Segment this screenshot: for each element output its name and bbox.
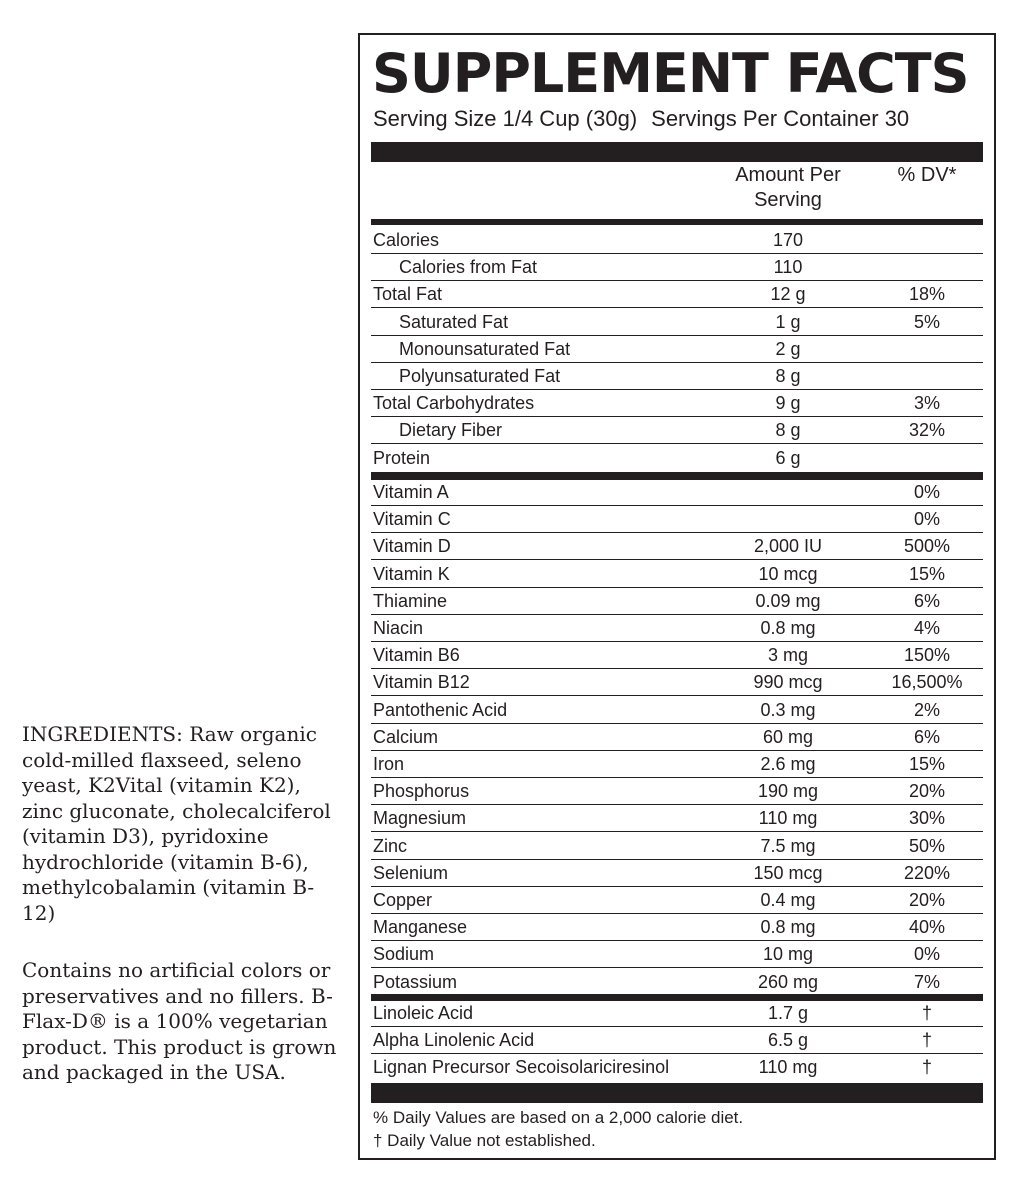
nutrient-name: Pantothenic Acid <box>373 699 508 720</box>
contains-text: Contains no artificial colors or preservatives and no fillers. B-Flax-D® is a 100% vegetarian product. This product is grown and packaged in the USA. <box>22 958 337 1084</box>
nutrient-dv: 32% <box>908 420 946 441</box>
nutrient-row <box>371 751 983 778</box>
nutrient-name: Vitamin D <box>373 536 451 557</box>
nutrient-dv: 150% <box>903 645 951 666</box>
nutrient-amount: 9 g <box>775 393 801 414</box>
nutrient-name: Monounsaturated Fat <box>399 338 571 359</box>
nutrient-name: Iron <box>373 754 405 774</box>
nutrient-name: Calcium <box>373 726 439 747</box>
nutrient-name: Copper <box>373 890 433 910</box>
nutrient-amount: 190 mg <box>757 781 819 802</box>
nutrient-amount: 10 mcg <box>758 563 818 584</box>
nutrient-name: Vitamin B6 <box>373 645 460 666</box>
nutrient-name: Sodium <box>373 944 435 965</box>
nutrient-row <box>371 941 983 968</box>
nutrient-amount: 8 g <box>775 366 801 386</box>
nutrient-row <box>371 724 983 751</box>
nutrient-row <box>371 669 983 696</box>
nutrient-row <box>371 697 983 724</box>
nutrient-amount: 150 mcg <box>753 862 823 883</box>
nutrient-name: Alpha Linolenic Acid <box>373 1030 535 1051</box>
nutrient-dv: 0% <box>913 482 940 502</box>
nutrient-dv: † <box>921 1030 932 1051</box>
nutrient-row <box>371 914 983 941</box>
nutrient-amount: 6.5 g <box>767 1030 809 1051</box>
divider <box>371 219 983 225</box>
nutrient-name: Vitamin B12 <box>373 672 470 693</box>
nutrient-dv: 30% <box>908 808 946 829</box>
nutrient-amount: 1 g <box>775 311 801 332</box>
nutrient-dv: 40% <box>908 917 946 938</box>
nutrient-row <box>371 533 983 560</box>
nutrient-row <box>371 561 983 588</box>
nutrient-row <box>371 336 983 363</box>
nutrient-amount: 0.3 mg <box>760 699 816 720</box>
nutrient-amount: 1.7 g <box>767 1003 809 1023</box>
nutrient-amount: 0.8 mg <box>760 917 816 938</box>
nutrient-dv: 5% <box>913 311 940 332</box>
nutrient-dv: 220% <box>903 862 951 883</box>
nutrient-dv: 20% <box>908 890 946 910</box>
nutrient-name: Total Carbohydrates <box>373 393 535 414</box>
nutrient-name: Calories from Fat <box>399 257 538 278</box>
nutrient-name: Potassium <box>373 971 458 992</box>
nutrient-name: Phosphorus <box>373 781 470 802</box>
nutrient-row <box>371 479 983 506</box>
nutrient-name: Calories <box>373 230 440 250</box>
footnote-dagger: † Daily Value not established. <box>373 1131 596 1150</box>
nutrient-row <box>371 363 983 390</box>
nutrient-row <box>371 309 983 336</box>
nutrient-dv: 3% <box>913 393 940 414</box>
spacer <box>22 926 347 958</box>
nutrient-name: Vitamin C <box>373 509 451 530</box>
nutrient-name: Thiamine <box>373 590 448 611</box>
footnote-dv: % Daily Values are based on a 2,000 calorie diet. <box>373 1108 744 1127</box>
nutrient-dv: 15% <box>908 563 946 584</box>
nutrient-name: Polyunsaturated Fat <box>399 366 561 386</box>
nutrient-dv: 50% <box>908 835 946 856</box>
nutrient-dv: 500% <box>903 536 951 557</box>
nutrient-row <box>371 281 983 308</box>
nutrient-row <box>371 778 983 805</box>
nutrient-name: Manganese <box>373 917 468 938</box>
nutrient-row <box>371 1054 983 1081</box>
serving-info <box>373 106 909 132</box>
nutrient-amount: 10 mg <box>762 944 814 965</box>
nutrient-name: Dietary Fiber <box>399 420 503 441</box>
footnotes <box>373 1106 743 1152</box>
nutrient-amount: 110 <box>773 257 803 278</box>
nutrient-row <box>371 506 983 533</box>
nutrient-row <box>371 615 983 642</box>
thick-divider <box>371 142 983 162</box>
nutrient-amount: 0.09 mg <box>755 590 821 611</box>
nutrient-row <box>371 227 983 254</box>
nutrient-name: Magnesium <box>373 808 467 829</box>
nutrient-name: Zinc <box>373 835 408 856</box>
nutrient-amount: 0.4 mg <box>760 890 816 910</box>
nutrient-amount: 110 mg <box>758 1057 818 1078</box>
ingredients-panel <box>22 722 347 1086</box>
nutrient-dv: 15% <box>908 754 946 774</box>
nutrient-dv: 6% <box>913 590 940 611</box>
nutrient-amount: 2.6 mg <box>760 754 816 774</box>
nutrient-row <box>371 887 983 914</box>
nutrient-name: Niacin <box>373 618 424 638</box>
nutrient-name: Linoleic Acid <box>373 1003 474 1023</box>
nutrient-dv: 18% <box>908 284 946 305</box>
nutrient-amount: 2 g <box>775 338 801 359</box>
nutrient-name: Lignan Precursor Secoisolariciresinol <box>373 1057 670 1078</box>
nutrient-dv: 7% <box>913 971 940 992</box>
nutrient-row <box>371 833 983 860</box>
nutrient-dv: 4% <box>913 618 940 638</box>
nutrient-amount: 3 mg <box>767 645 809 666</box>
nutrient-dv: † <box>921 1003 932 1023</box>
supplement-facts-inner <box>371 35 983 1158</box>
nutrient-name: Total Fat <box>373 284 443 305</box>
nutrient-row <box>371 642 983 669</box>
nutrient-amount: 260 mg <box>757 971 819 992</box>
nutrient-amount: 0.8 mg <box>760 618 816 638</box>
nutrient-row <box>371 805 983 832</box>
nutrient-row <box>371 969 983 996</box>
nutrient-amount: 7.5 mg <box>760 835 816 856</box>
nutrient-row <box>371 445 983 472</box>
nutrient-amount: 8 g <box>775 420 801 441</box>
nutrient-name: Vitamin K <box>373 563 450 584</box>
nutrient-amount: 990 mcg <box>753 672 823 693</box>
nutrient-dv: † <box>921 1057 932 1078</box>
nutrient-row <box>371 390 983 417</box>
nutrient-row <box>371 417 983 444</box>
nutrient-name: Protein <box>373 447 431 468</box>
nutrient-amount: 110 mg <box>758 808 818 829</box>
nutrient-row <box>371 860 983 887</box>
nutrient-dv: 20% <box>908 781 946 802</box>
nutrient-amount: 6 g <box>775 447 801 468</box>
nutrient-dv: 6% <box>913 726 940 747</box>
nutrient-amount: 60 mg <box>762 726 814 747</box>
nutrient-row <box>371 1000 983 1027</box>
nutrient-dv: 0% <box>913 944 940 965</box>
nutrient-amount: 170 <box>772 230 804 250</box>
nutrient-dv: 0% <box>913 509 940 530</box>
ingredients-text: INGREDIENTS: Raw organic cold-milled flaxseed, seleno yeast, K2Vital (vitamin K2), zinc gluconate, cholecalciferol (vitamin D3), pyridoxine hydrochloride (vitamin B-6), methylcobalamin (vitamin B-12) <box>22 722 331 925</box>
nutrient-row <box>371 254 983 281</box>
thick-divider <box>371 1083 983 1103</box>
nutrient-row <box>371 588 983 615</box>
supplement-facts-panel <box>358 33 996 1160</box>
nutrient-amount: 2,000 IU <box>753 536 823 557</box>
serving-size: Serving Size 1/4 Cup (30g) <box>373 106 638 131</box>
nutrient-name: Selenium <box>373 862 449 883</box>
servings-per-container: Servings Per Container 30 <box>651 106 910 131</box>
nutrient-row <box>371 1027 983 1054</box>
nutrient-name: Saturated Fat <box>399 311 509 332</box>
header-amount: Amount Per Serving <box>735 164 841 211</box>
nutrient-name: Vitamin A <box>373 482 449 502</box>
nutrient-dv: 16,500% <box>891 672 963 693</box>
nutrient-amount: 12 g <box>770 284 806 305</box>
header-dv: % DV* <box>897 164 957 186</box>
nutrient-dv: 2% <box>913 699 940 720</box>
label-title: SUPPLEMENT FACTS <box>372 42 969 105</box>
